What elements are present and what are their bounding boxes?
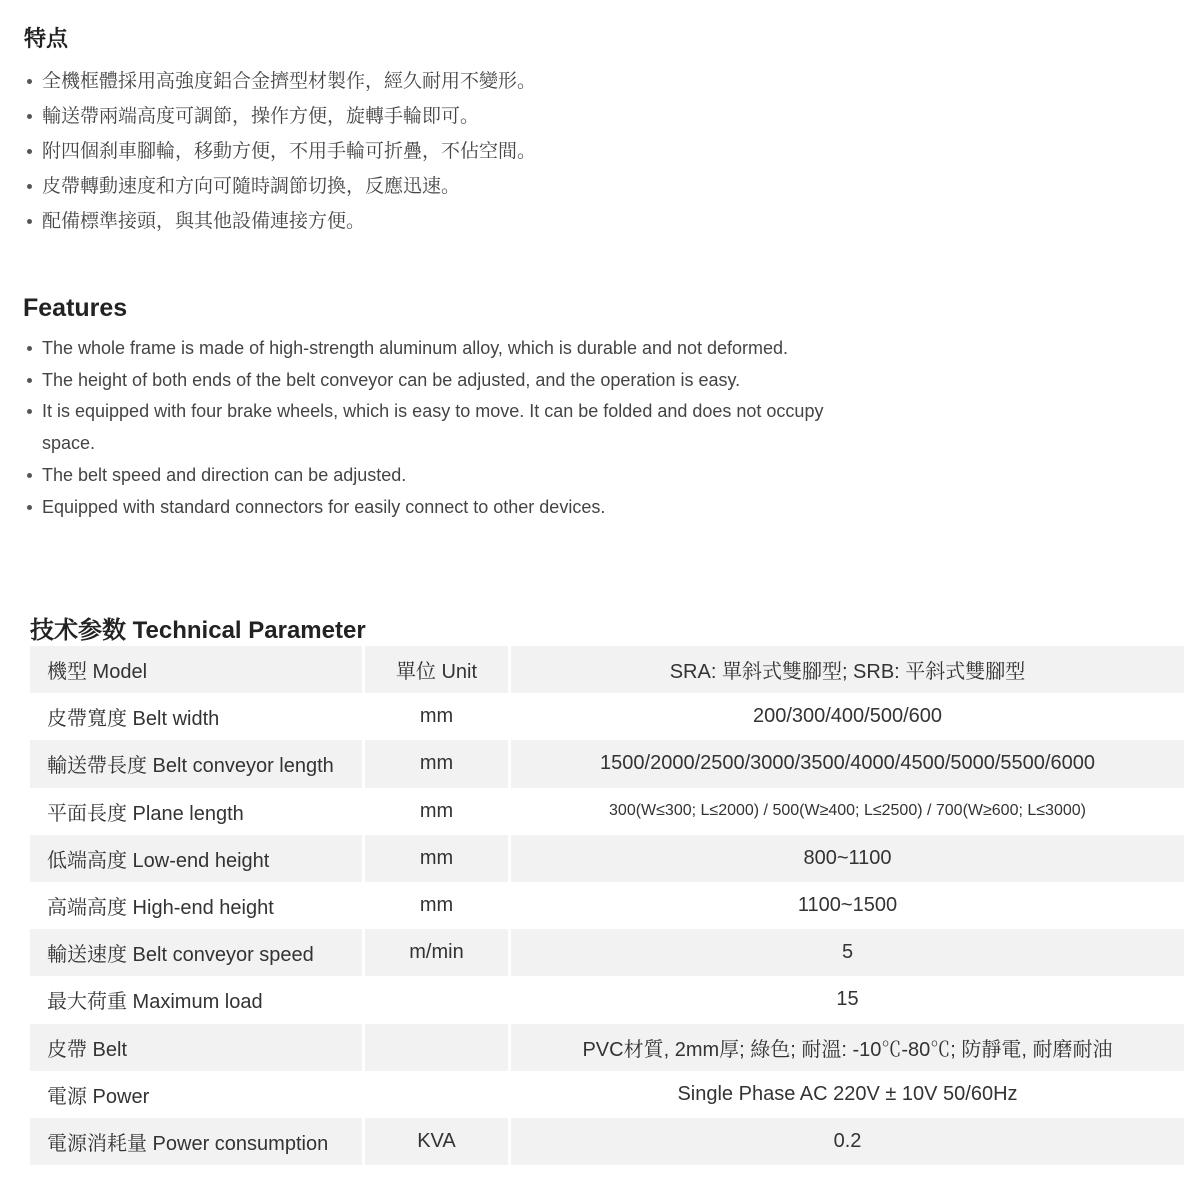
param-name: 電源消耗量 Power consumption bbox=[30, 1118, 365, 1165]
table-row bbox=[30, 976, 1184, 1023]
list-item: 輸送帶兩端高度可調節，操作方便，旋轉手輪即可。 bbox=[24, 99, 724, 134]
table-row bbox=[30, 646, 1184, 693]
tech-params-table bbox=[30, 646, 1184, 1165]
table-row bbox=[30, 693, 1184, 740]
param-unit: mm bbox=[365, 882, 511, 929]
list-item: 皮帶轉動速度和方向可隨時調節切換，反應迅速。 bbox=[24, 169, 724, 204]
features-cn-list bbox=[24, 64, 724, 239]
param-unit: KVA bbox=[365, 1118, 511, 1165]
param-value: SRA: 單斜式雙腳型; SRB: 平斜式雙腳型 bbox=[511, 646, 1184, 693]
list-item: Equipped with standard connectors for easily connect to other devices. bbox=[24, 492, 824, 524]
param-name: 電源 Power bbox=[30, 1071, 365, 1118]
param-unit: 單位 Unit bbox=[365, 646, 511, 693]
param-name: 高端高度 High-end height bbox=[30, 882, 365, 929]
param-name: 輸送帶長度 Belt conveyor length bbox=[30, 740, 365, 787]
features-cn-title: 特点 bbox=[24, 27, 69, 52]
table-row bbox=[30, 835, 1184, 882]
tech-params-title: 技术参数 Technical Parameter bbox=[30, 617, 366, 644]
param-value: Single Phase AC 220V ± 10V 50/60Hz bbox=[511, 1071, 1184, 1118]
param-name: 皮帶 Belt bbox=[30, 1024, 365, 1071]
table-row bbox=[30, 1024, 1184, 1071]
param-value: 1100~1500 bbox=[511, 882, 1184, 929]
param-name: 平面長度 Plane length bbox=[30, 788, 365, 835]
param-value: 200/300/400/500/600 bbox=[511, 693, 1184, 740]
table-row bbox=[30, 788, 1184, 835]
param-value: PVC材質, 2mm厚; 綠色; 耐溫: -10℃-80℃; 防靜電, 耐磨耐油 bbox=[511, 1024, 1184, 1071]
param-value: 300(W≤300; L≤2000) / 500(W≥400; L≤2500) / 700(W≥600; L≤3000) bbox=[511, 788, 1184, 835]
param-name: 輸送速度 Belt conveyor speed bbox=[30, 929, 365, 976]
list-item: The whole frame is made of high-strength aluminum alloy, which is durable and not deformed. bbox=[24, 333, 824, 365]
features-en-list bbox=[24, 333, 824, 523]
param-unit bbox=[365, 976, 511, 1023]
table-row bbox=[30, 740, 1184, 787]
list-item: The height of both ends of the belt conveyor can be adjusted, and the operation is easy. bbox=[24, 365, 824, 397]
param-unit bbox=[365, 1071, 511, 1118]
param-value: 800~1100 bbox=[511, 835, 1184, 882]
list-item: It is equipped with four brake wheels, which is easy to move. It can be folded and does not occupy space. bbox=[24, 396, 824, 459]
list-item: The belt speed and direction can be adjusted. bbox=[24, 460, 824, 492]
param-unit bbox=[365, 1024, 511, 1071]
param-unit: mm bbox=[365, 693, 511, 740]
table-row bbox=[30, 929, 1184, 976]
param-value: 1500/2000/2500/3000/3500/4000/4500/5000/5500/6000 bbox=[511, 740, 1184, 787]
param-name: 最大荷重 Maximum load bbox=[30, 976, 365, 1023]
param-value: 15 bbox=[511, 976, 1184, 1023]
param-name: 低端高度 Low-end height bbox=[30, 835, 365, 882]
list-item: 附四個刹車腳輪，移動方便，不用手輪可折疊，不佔空間。 bbox=[24, 134, 724, 169]
param-unit: m/min bbox=[365, 929, 511, 976]
param-unit: mm bbox=[365, 835, 511, 882]
list-item: 全機框體採用高強度鋁合金擠型材製作，經久耐用不變形。 bbox=[24, 64, 724, 99]
param-name: 機型 Model bbox=[30, 646, 365, 693]
param-value: 5 bbox=[511, 929, 1184, 976]
param-name: 皮帶寬度 Belt width bbox=[30, 693, 365, 740]
param-unit: mm bbox=[365, 740, 511, 787]
features-en-title: Features bbox=[23, 294, 128, 322]
param-unit: mm bbox=[365, 788, 511, 835]
list-item: 配備標準接頭，與其他設備連接方便。 bbox=[24, 204, 724, 239]
table-row bbox=[30, 1071, 1184, 1118]
param-value: 0.2 bbox=[511, 1118, 1184, 1165]
table-row bbox=[30, 1118, 1184, 1165]
table-row bbox=[30, 882, 1184, 929]
